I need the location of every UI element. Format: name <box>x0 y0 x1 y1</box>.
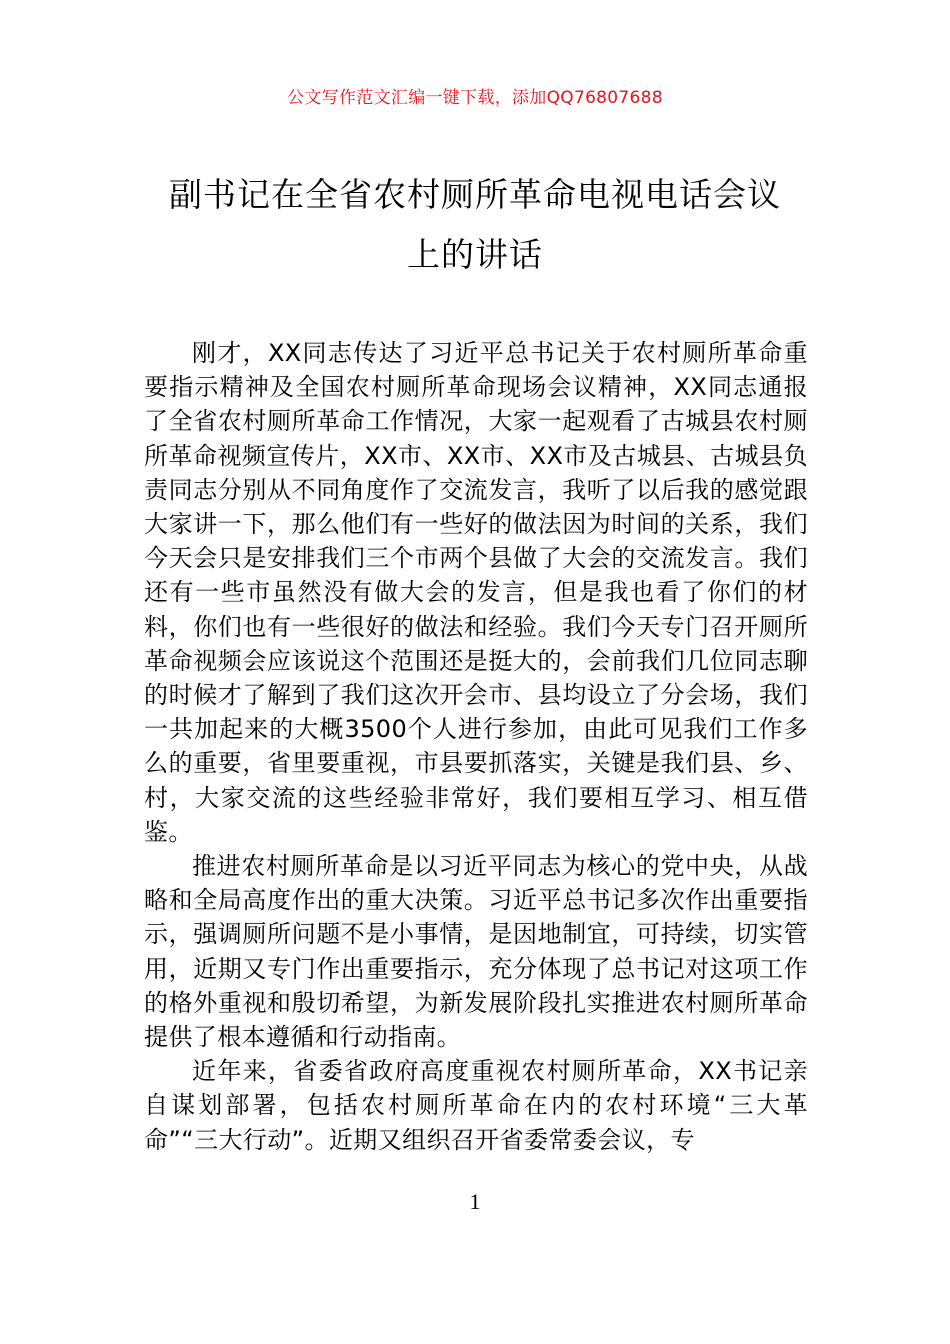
document-body <box>144 336 808 1157</box>
page-number: 1 <box>469 1189 481 1214</box>
title-line-2: 上的讲话 <box>407 235 543 274</box>
paragraph-2: 推进农村厕所革命是以习近平同志为核心的党中央，从战略和全局高度作出的重大决策。习近平总书记多次作出重要指示，强调厕所问题不是小事情，是因地制宜，可持续，切实管用，近期又专门作出重要指示，充分体现了总书记对这项工作的格外重视和殷切希望，为新发展阶段扎实推进农村厕所革命提供了根本遵循和行动指南。 <box>144 852 808 1052</box>
document-title <box>120 165 830 285</box>
title-line-1: 副书记在全省农村厕所革命电视电话会议 <box>169 175 781 214</box>
paragraph-1: 刚才，XX同志传达了习近平总书记关于农村厕所革命重要指示精神及全国农村厕所革命现场会议精神，XX同志通报了全省农村厕所革命工作情况，大家一起观看了古城县农村厕所革命视频宣传片，XX市、XX市、XX市及古城县、古城县负责同志分别从不同角度作了交流发言，我听了以后我的感觉跟大家讲一下，那么他们有一些好的做法因为时间的关系，我们今天会只是安排我们三个市两个县做了大会的交流发言。我们还有一些市虽然没有做大会的发言，但是我也看了你们的材料，你们也有一些很好的做法和经验。我们今天专门召开厕所革命视频会应该说这个范围还是挺大的，会前我们几位同志聊的时候才了解到了我们这次开会市、县均设立了分会场，我们一共加起来的大概3500个人进行参加，由此可见我们工作多么的重要，省里要重视，市县要抓落实，关键是我们县、乡、村，大家交流的这些经验非常好，我们要相互学习、相互借鉴。 <box>144 339 808 846</box>
paragraph-3: 近年来，省委省政府高度重视农村厕所革命，XX书记亲自谋划部署，包括农村厕所革命在内的农村环境“三大革命”“三大行动”。近期又组织召开省委常委会议，专 <box>144 1057 808 1154</box>
download-notice: 公文写作范文汇编一键下载，添加QQ76807688 <box>287 88 663 108</box>
